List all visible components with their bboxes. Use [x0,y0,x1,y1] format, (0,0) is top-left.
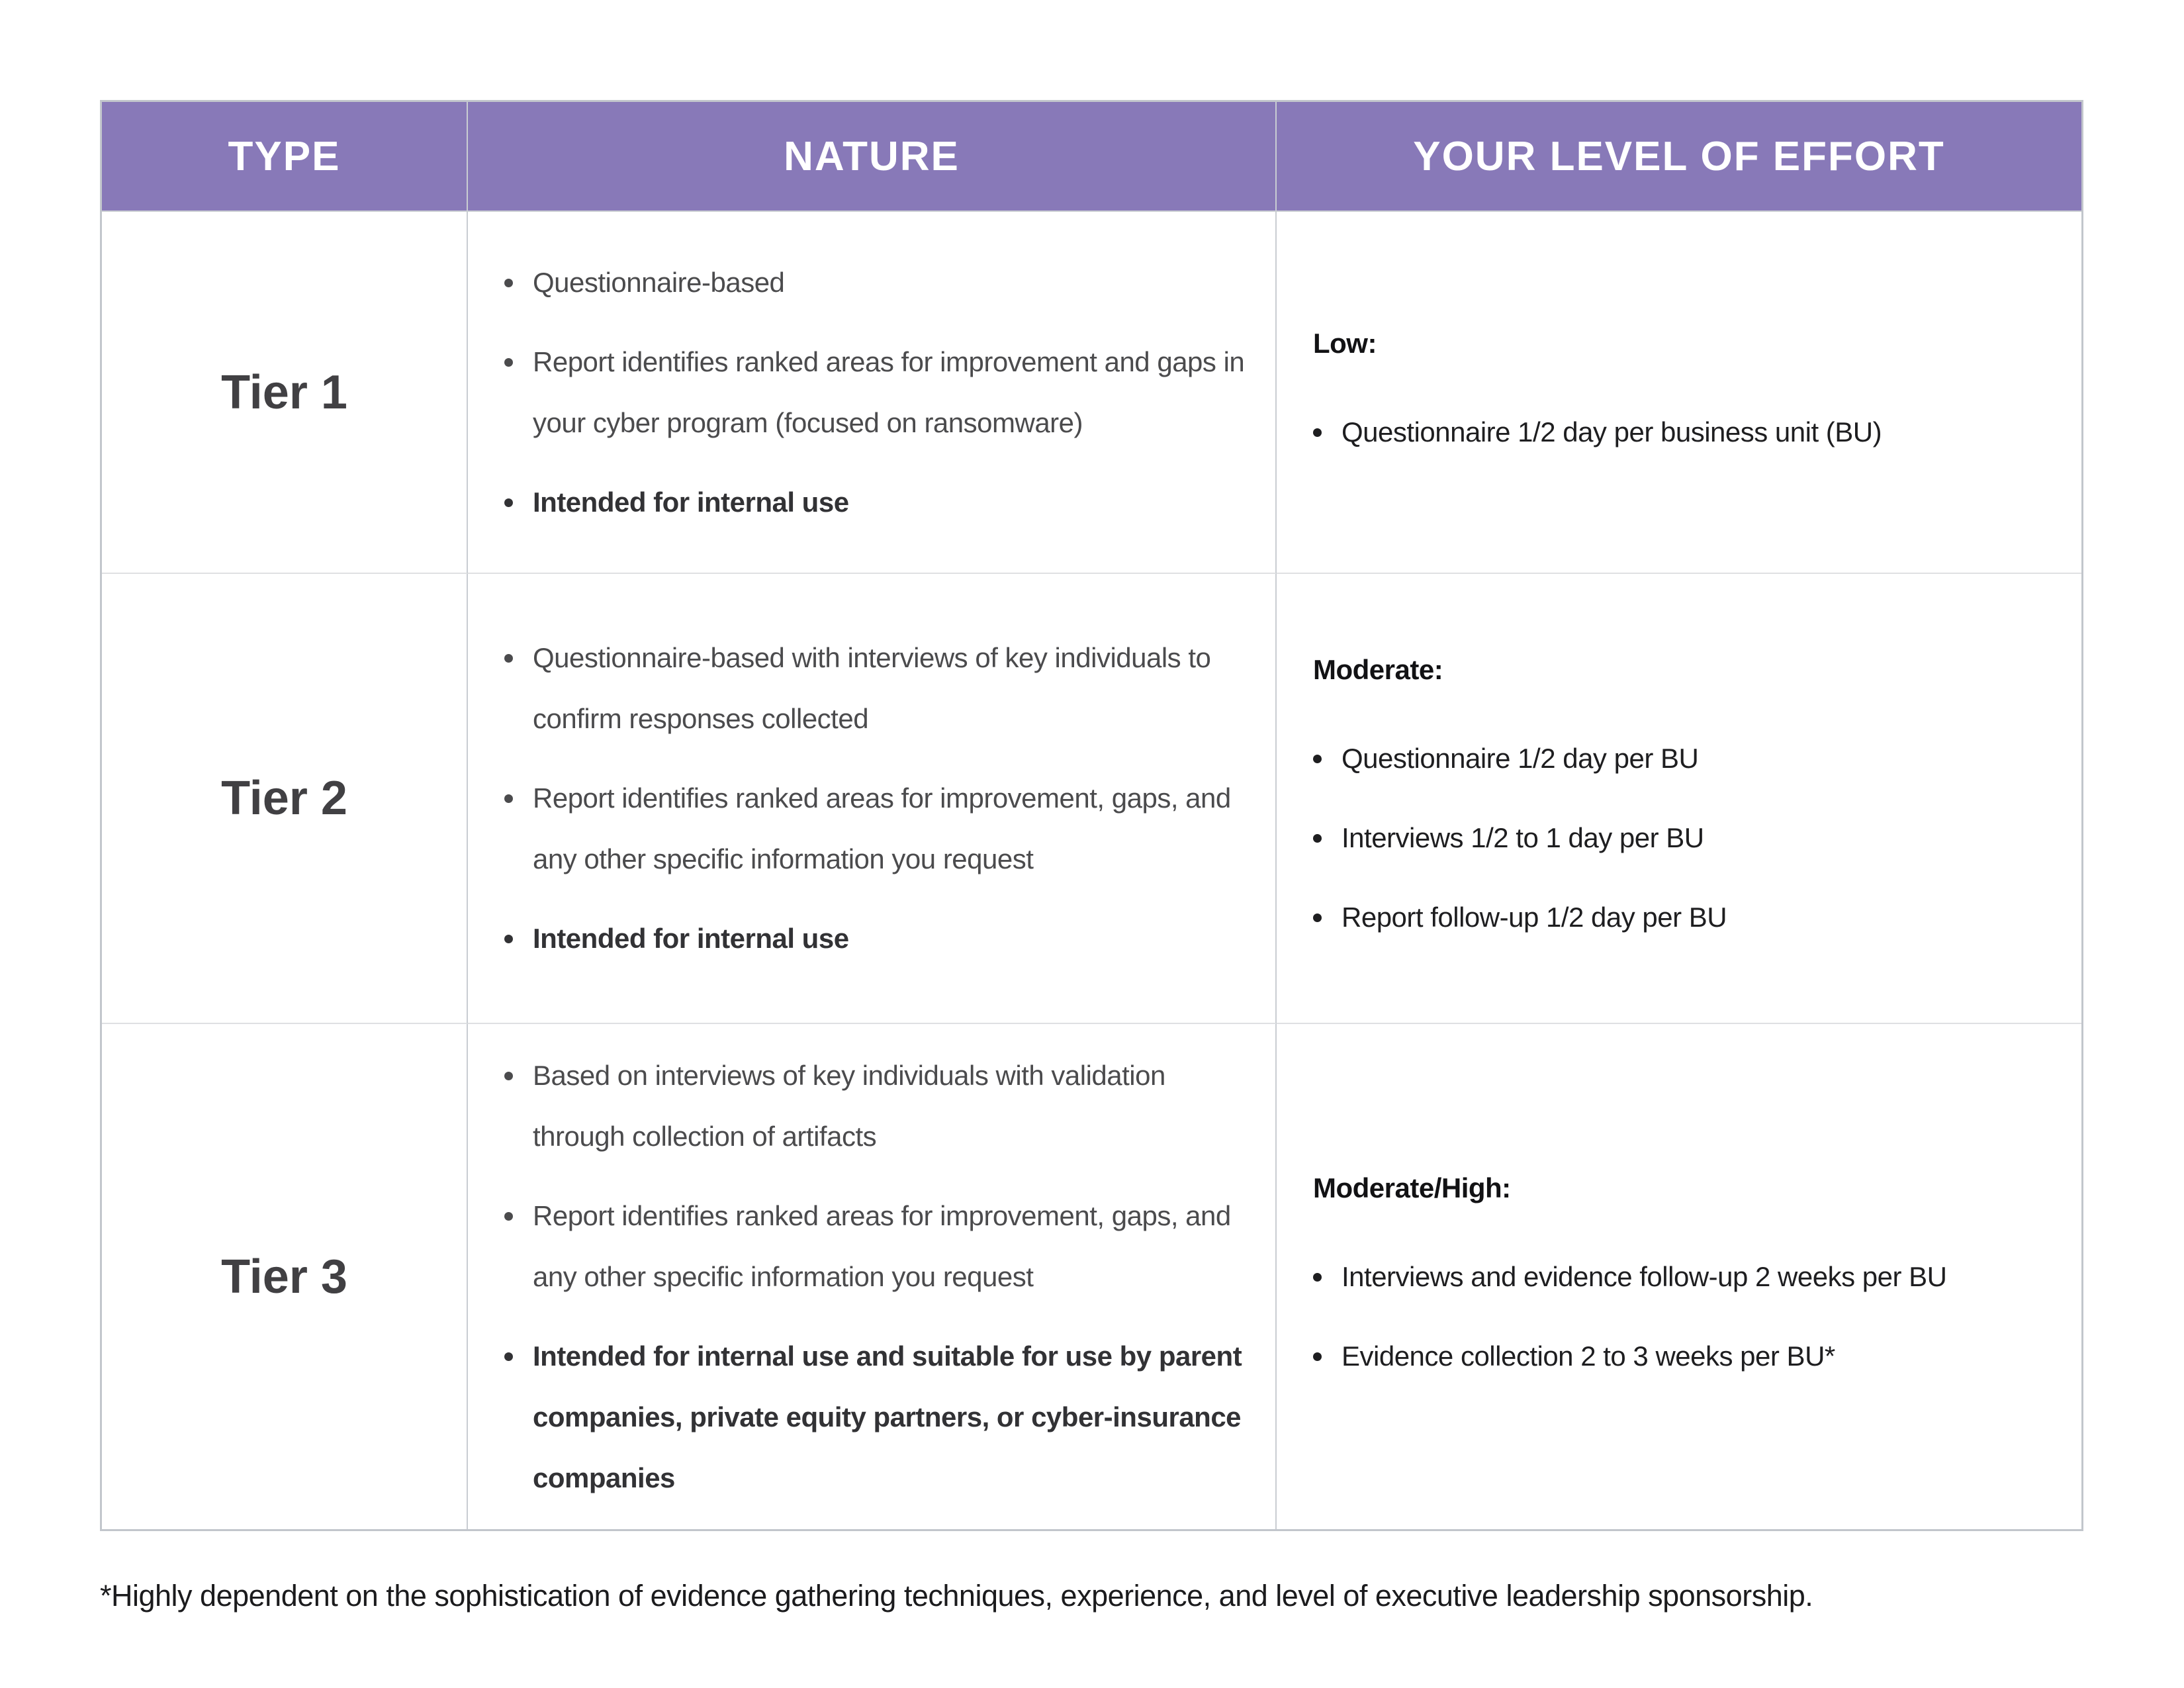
nature-bullet-text: Report identifies ranked areas for improvement, gaps, and any other specific information you request [533,782,1231,874]
nature-bullet-bold [504,908,1257,969]
nature-bullet-text: Based on interviews of key individuals with validation through collection of artifacts [533,1059,1165,1152]
nature-bullet-text: Report identifies ranked areas for improvement and gaps in your cyber program (focused on ransomware) [533,346,1245,438]
effort-bullet-text: Questionnaire 1/2 day per business unit (BU) [1342,416,1882,447]
nature-bullet-text: Questionnaire-based [533,266,785,298]
effort-bullet-text: Report follow-up 1/2 day per BU [1342,902,1727,933]
effort-bullet [1313,1326,2063,1387]
tier-3-nature-cell [468,1024,1277,1529]
nature-bullet-text: Intended for internal use [533,486,849,518]
nature-bullet-bold [504,1326,1257,1509]
effort-bullet-text: Evidence collection 2 to 3 weeks per BU* [1342,1340,1835,1372]
tier-1-effort-cell [1277,212,2081,574]
assessment-tiers-table [100,100,2083,1531]
nature-bullet-text: Report identifies ranked areas for improvement, gaps, and any other specific information you request [533,1199,1231,1292]
column-header-effort: YOUR LEVEL OF EFFORT [1277,102,2081,212]
tier-1-nature-cell [468,212,1277,574]
effort-bullet-text: Questionnaire 1/2 day per BU [1342,743,1699,774]
effort-level-heading: Moderate: [1313,654,1443,685]
effort-bullet [1313,402,2063,463]
effort-bullet [1313,887,2063,948]
nature-bullet-text: Intended for internal use [533,923,849,954]
tier-3-label: Tier 3 [102,1024,468,1529]
effort-bullet-text: Interviews 1/2 to 1 day per BU [1342,822,1704,853]
effort-level-heading: Moderate/High: [1313,1172,1511,1203]
nature-bullet [504,628,1257,749]
nature-bullet-bold [504,472,1257,533]
nature-bullet-text: Intended for internal use and suitable for use by parent companies, private equity partners, or cyber-insurance companies [533,1340,1242,1493]
effort-bullet [1313,808,2063,868]
effort-bullet [1313,1246,2063,1307]
tier-1-label: Tier 1 [102,212,468,574]
nature-bullet [504,1045,1257,1167]
tier-2-nature-cell [468,574,1277,1024]
nature-bullet [504,1186,1257,1307]
footnote: *Highly dependent on the sophistication of evidence gathering techniques, experience, and level of executive leadership sponsorship. [100,1579,1813,1613]
effort-bullet-text: Interviews and evidence follow-up 2 weeks per BU [1342,1260,1947,1292]
nature-bullet [504,252,1257,313]
effort-bullet [1313,728,2063,789]
nature-bullet [504,768,1257,890]
tier-3-effort-cell [1277,1024,2081,1529]
column-header-nature: NATURE [468,102,1277,212]
column-header-type: TYPE [102,102,468,212]
nature-bullet-text: Questionnaire-based with interviews of key individuals to confirm responses collected [533,642,1211,734]
tier-2-label: Tier 2 [102,574,468,1024]
effort-level-heading: Low: [1313,327,1377,359]
tier-2-effort-cell [1277,574,2081,1024]
nature-bullet [504,332,1257,453]
